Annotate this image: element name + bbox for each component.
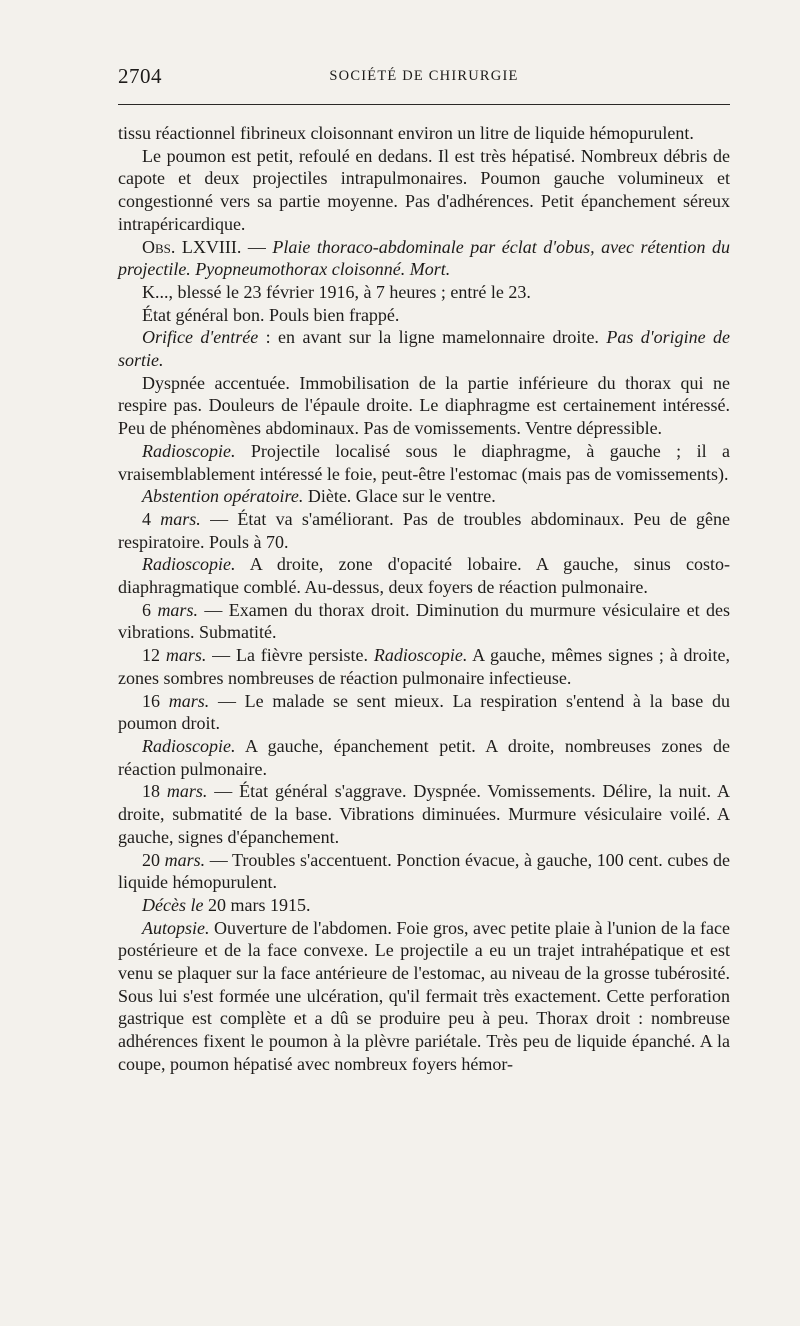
italic-text: mars. <box>160 508 201 529</box>
paragraph <box>118 485 730 508</box>
text-run: Projectile localisé sous le diaphragme, à gauche ; il a vraisemblablement intéressé le foie, peut-être l'estomac (mais pas de vomissements). <box>118 440 730 484</box>
paragraph <box>118 440 730 485</box>
text-run: — État général s'aggrave. Dyspnée. Vomissements. Délire, la nuit. A droite, submatité de la base. Vibrations diminuées. Murmure vésiculaire voilé. A gauche, signes d'épanchement. <box>118 781 731 847</box>
paragraph <box>118 780 730 848</box>
text-run: K..., blessé le 23 février 1916, à 7 heures ; entré le 23. <box>142 281 531 302</box>
text-run: — <box>241 236 273 257</box>
body-text <box>118 122 730 1076</box>
text-run: A gauche, épanchement petit. A droite, nombreuses zones de réaction pulmonaire. <box>118 735 730 779</box>
paragraph <box>118 326 730 371</box>
italic-text: Pas d'origine de sortie. <box>118 327 731 371</box>
italic-text: Radioscopie. <box>142 554 236 575</box>
paragraph <box>118 145 730 236</box>
italic-text: mars. <box>166 781 208 802</box>
header-rule <box>118 104 730 105</box>
text-run: Dyspnée accentuée. Immobilisation de la partie inférieure du thorax qui ne respire pas. Douleurs de l'épaule droite. Le diaphragme est certainement intéressé. Peu de phénomènes abdominaux. Pas de vomissements. Ventre dépressible. <box>118 372 730 439</box>
paragraph <box>118 599 730 644</box>
paragraph <box>118 917 730 1076</box>
paragraph <box>118 644 730 689</box>
paragraph <box>118 849 730 894</box>
italic-text: mars. <box>168 690 210 711</box>
text-run: — Le malade se sent mieux. La respiration s'entend à la base du poumon droit. <box>118 690 731 734</box>
text-run: 4 <box>142 508 161 529</box>
paragraph <box>118 281 730 304</box>
text-run: Diète. Glace sur le ventre. <box>303 486 496 507</box>
paragraph <box>118 894 730 917</box>
text-run: — Examen du thorax droit. Diminution du murmure vésiculaire et des vibrations. Submatité. <box>118 599 731 643</box>
text-run: 20 mars 1915. <box>203 894 311 915</box>
paragraph <box>118 304 730 327</box>
text-run: 18 <box>142 781 167 802</box>
paragraph <box>118 372 730 440</box>
italic-text: Plaie thoraco-abdominale par éclat d'obus, avec rétention du projectile. Pyopneumothorax cloisonné. Mort. <box>118 236 730 280</box>
italic-text: mars. <box>157 599 198 620</box>
paragraph <box>118 508 730 553</box>
running-title: SOCIÉTÉ DE CHIRURGIE <box>329 68 519 84</box>
paragraph <box>118 236 730 281</box>
text-run: 6 <box>142 599 158 620</box>
text-run: État général bon. Pouls bien frappé. <box>142 304 400 325</box>
text-run: tissu réactionnel fibrineux cloisonnant environ un litre de liquide hémopurulent. <box>118 123 694 143</box>
italic-text: mars. <box>165 645 207 666</box>
text-run: Le poumon est petit, refoulé en dedans. Il est très hépatisé. Nombreux débris de capote et deux projectiles intrapulmonaires. Poumon gauche volumineux et congestionné vers sa partie moyenne. Pas d'adhérences. Petit épanchement séreux intrapéricardique. <box>118 145 730 234</box>
italic-text: Autopsie. <box>142 917 210 938</box>
text-run: 16 <box>142 690 169 711</box>
text-run: — La fièvre persiste. <box>206 645 374 666</box>
italic-text: Décès le <box>142 894 204 915</box>
italic-text: Radioscopie. <box>142 735 236 756</box>
italic-text: Radioscopie. <box>142 440 236 461</box>
paragraph <box>118 122 730 145</box>
text-run: : en avant sur la ligne mamelonnaire droite. <box>258 327 607 348</box>
paragraph <box>118 553 730 598</box>
text-run: — Troubles s'accentuent. Ponction évacue, à gauche, 100 cent. cubes de liquide hémopurulent. <box>118 849 731 893</box>
italic-text: Abstention opératoire. <box>142 486 304 507</box>
page-header <box>118 64 730 92</box>
paragraph <box>118 735 730 780</box>
italic-text: Orifice d'entrée <box>142 327 259 348</box>
text-run: 20 <box>142 849 165 870</box>
paragraph <box>118 690 730 735</box>
page-number: 2704 <box>118 64 162 88</box>
text-run: A droite, zone d'opacité lobaire. A gauche, sinus costo-diaphragmatique comblé. Au-dessus, deux foyers de réaction pulmonaire. <box>118 554 730 598</box>
text-run: Ouverture de l'abdomen. Foie gros, avec petite plaie à l'union de la face postérieure et de la face convexe. Le projectile a eu un trajet intrahépatique et est venu se plaquer sur la face antérieure de l'estomac, au niveau de la grosse tubérosité. Sous lui s'est formée une ulcération, qu'il fermait très exactement. Cette perforation gastrique est complète et a dû se produire peu à peu. Thorax droit : nombreuse adhérences fixent le poumon à la plèvre pariétale. Très peu de liquide épanché. A la coupe, poumon hépatisé avec nombreux foyers hémor- <box>118 917 730 1074</box>
text-run: 12 <box>142 645 166 666</box>
italic-text: Radioscopie. <box>373 645 468 666</box>
smallcaps-text: Obs. LXVIII. <box>142 236 242 257</box>
italic-text: mars. <box>164 849 206 870</box>
text-run: — État va s'améliorant. Pas de troubles abdominaux. Peu de gêne respiratoire. Pouls à 70. <box>118 508 730 552</box>
text-run: A gauche, mêmes signes ; à droite, zones sombres nombreuses de réaction pulmonaire infectieuse. <box>118 645 731 688</box>
